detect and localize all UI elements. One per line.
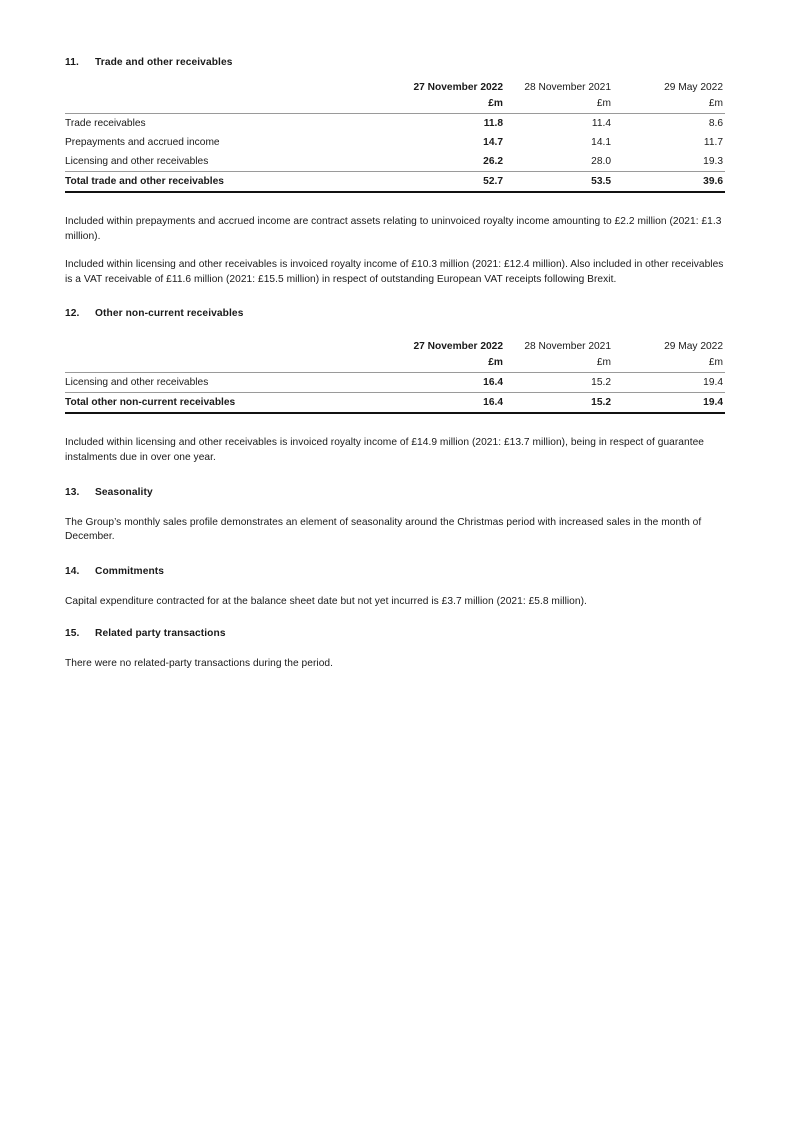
section-heading-11 [65, 56, 725, 70]
row-value-prior: 11.4 [591, 118, 611, 129]
total-label: Total trade and other receivables [65, 172, 395, 193]
spacer [65, 500, 725, 516]
column-unit-prior: £m [505, 96, 613, 114]
document-content [65, 56, 725, 672]
section-number: 12. [65, 308, 80, 320]
section-heading-15 [65, 627, 725, 641]
trade-receivables-table [65, 80, 725, 193]
note15-paragraph-1: There were no related-party transactions during the period. [65, 658, 333, 670]
table-header-dates [65, 339, 725, 355]
table-header-units [65, 96, 725, 114]
row-label: Licensing and other receivables [65, 152, 395, 172]
column-unit-prior: £m [505, 355, 613, 373]
section-number: 13. [65, 486, 80, 498]
spacer [65, 414, 725, 436]
section-title: Related party transactions [95, 628, 226, 640]
note11-paragraph-2: Included within licensing and other receivables is invoiced royalty income of £10.3 million (2021: £12.4 million). Also included in other receivables is a VAT receivable of £11.6 million (2021: £15.5 million) in respect of outstanding European VAT receipts following Brexit. [65, 259, 724, 285]
section-title: Commitments [95, 565, 165, 577]
total-value-yearend: 19.4 [613, 393, 725, 414]
total-value-current: 16.4 [395, 393, 505, 414]
spacer [65, 579, 725, 595]
column-unit-current: £m [395, 96, 505, 114]
note11-paragraph-1: Included within prepayments and accrued income are contract assets relating to uninvoiced royalty income amounting to £2.2 million (2021: £1.3 million). [65, 216, 722, 242]
spacer [65, 287, 725, 307]
column-unit-label [65, 355, 395, 373]
column-header-date-yearend: 29 May 2022 [664, 341, 723, 353]
section-heading-13 [65, 486, 725, 500]
note14-paragraph-1: Capital expenditure contracted for at the balance sheet date but not yet incurred is £3.7 million (2021: £5.8 million). [65, 595, 587, 607]
section-title: Seasonality [95, 486, 153, 498]
row-value-yearend: 19.3 [613, 152, 725, 172]
spacer [65, 466, 725, 486]
note12-paragraph-1: Included within licensing and other receivables is invoiced royalty income of £14.9 million (2021: £13.7 million), being in respect of guarantee instalments due in over one year. [65, 437, 704, 463]
section-number: 11. [65, 57, 79, 68]
spacer [65, 545, 725, 565]
row-value-current: 16.4 [395, 373, 505, 393]
column-header-date-current: 27 November 2022 [413, 82, 503, 93]
row-value-yearend: 8.6 [708, 118, 723, 129]
column-header-date-current: 27 November 2022 [413, 341, 503, 353]
spacer [65, 609, 725, 627]
table-header-units [65, 355, 725, 373]
row-value-yearend: 11.7 [703, 137, 723, 148]
total-label: Total other non-current receivables [65, 393, 395, 414]
section-heading-12 [65, 307, 725, 321]
column-unit-label [65, 96, 395, 114]
row-label: Trade receivables [65, 118, 146, 129]
note13-paragraph-1: The Group’s monthly sales profile demonstrates an element of seasonality around the Christmas period with increased sales in the month of December. [65, 516, 702, 543]
row-value-prior: 14.1 [591, 137, 611, 148]
table-row [65, 133, 725, 152]
spacer [65, 321, 725, 339]
section-number: 15. [65, 628, 80, 640]
row-label: Prepayments and accrued income [65, 137, 220, 148]
column-unit-yearend: £m [613, 355, 725, 373]
total-value-prior: 53.5 [505, 172, 613, 193]
total-value-yearend: 39.6 [613, 172, 725, 193]
row-value-current: 11.8 [483, 118, 503, 129]
column-unit-yearend: £m [613, 96, 725, 114]
table-row [65, 114, 725, 134]
row-value-yearend: 19.4 [613, 373, 725, 393]
table-total-row [65, 393, 725, 414]
column-header-date-prior: 28 November 2021 [524, 341, 611, 353]
column-header-date-prior: 28 November 2021 [524, 82, 611, 93]
row-value-current: 26.2 [395, 152, 505, 172]
spacer [65, 641, 725, 657]
total-value-prior: 15.2 [505, 393, 613, 414]
row-value-prior: 15.2 [505, 373, 613, 393]
section-title: Other non-current receivables [95, 308, 244, 320]
spacer [65, 244, 725, 258]
row-label: Licensing and other receivables [65, 373, 395, 393]
row-value-current: 14.7 [483, 137, 503, 148]
spacer [65, 70, 725, 80]
column-header-date-yearend: 29 May 2022 [664, 82, 723, 93]
section-number: 14. [65, 565, 80, 577]
table-row [65, 373, 725, 393]
non-current-receivables-table [65, 339, 725, 414]
column-unit-current: £m [395, 355, 505, 373]
section-title: Trade and other receivables [95, 57, 233, 68]
column-header-label [65, 80, 395, 96]
total-value-current: 52.7 [395, 172, 505, 193]
row-value-prior: 28.0 [505, 152, 613, 172]
table-header-dates [65, 80, 725, 96]
spacer [65, 193, 725, 215]
table-row [65, 152, 725, 172]
table-total-row [65, 172, 725, 193]
column-header-label [65, 339, 395, 355]
section-heading-14 [65, 565, 725, 579]
